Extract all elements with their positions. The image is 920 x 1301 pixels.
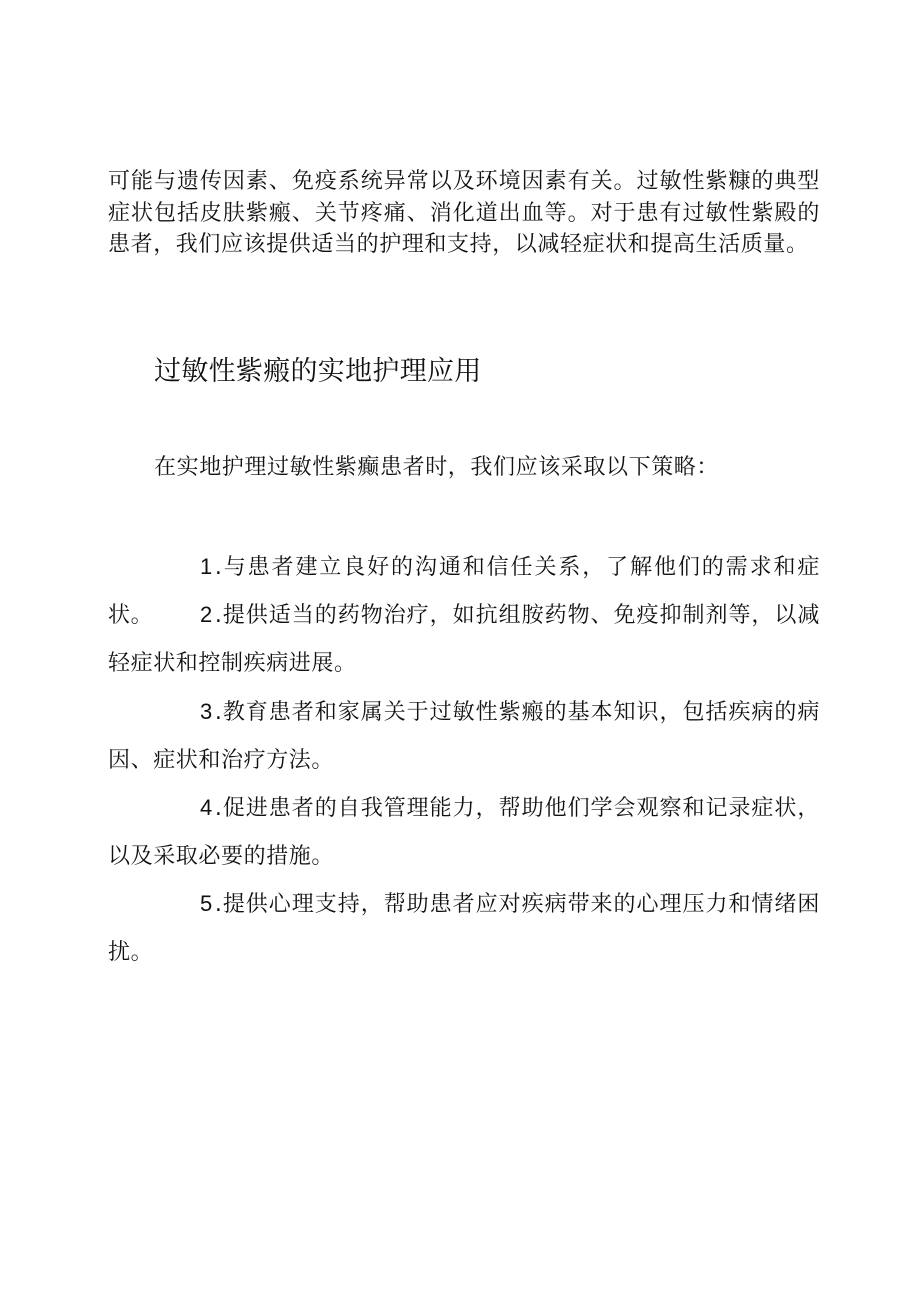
list-item-text: .与患者建立良好的沟通和信任关系，了解他们的需求和症状。 [108,555,820,628]
list-item [108,784,820,881]
list-item-number: 1 [200,554,213,579]
list-item-number: 3 [200,699,213,724]
list-item-text: .促进患者的自我管理能力，帮助他们学会观察和记录症状，以及采取必要的措施。 [108,796,820,869]
list-item-number: 5 [200,891,213,916]
list-item [108,880,820,977]
list-item [108,591,820,688]
lead-paragraph: 在实地护理过敏性紫癫患者时，我们应该采取以下策略： [154,455,720,480]
list-item-number: 4 [200,795,213,820]
intro-paragraph: 可能与遗传因素、免疫系统异常以及环境因素有关。过敏性紫糠的典型症状包括皮肤紫瘢、关节疼痛、消化道出血等。对于患有过敏性紫殿的患者，我们应该提供适当的护理和支持，以减轻症状和提高生活质量。 [108,169,820,257]
list-item-number: 2 [200,602,213,627]
list-item-text: .提供适当的药物治疗，如抗组胺药物、免疫抑制剂等，以减轻症状和控制疾病进展。 [108,603,820,676]
section-heading: 过敏性紫瘢的实地护理应用 [154,356,482,387]
list-item-text: .提供心理支持，帮助患者应对疾病带来的心理压力和情绪困扰。 [108,892,820,965]
list-item-text: .教育患者和家属关于过敏性紫瘢的基本知识，包括疾病的病因、症状和治疗方法。 [108,700,820,773]
list-item [108,688,820,785]
